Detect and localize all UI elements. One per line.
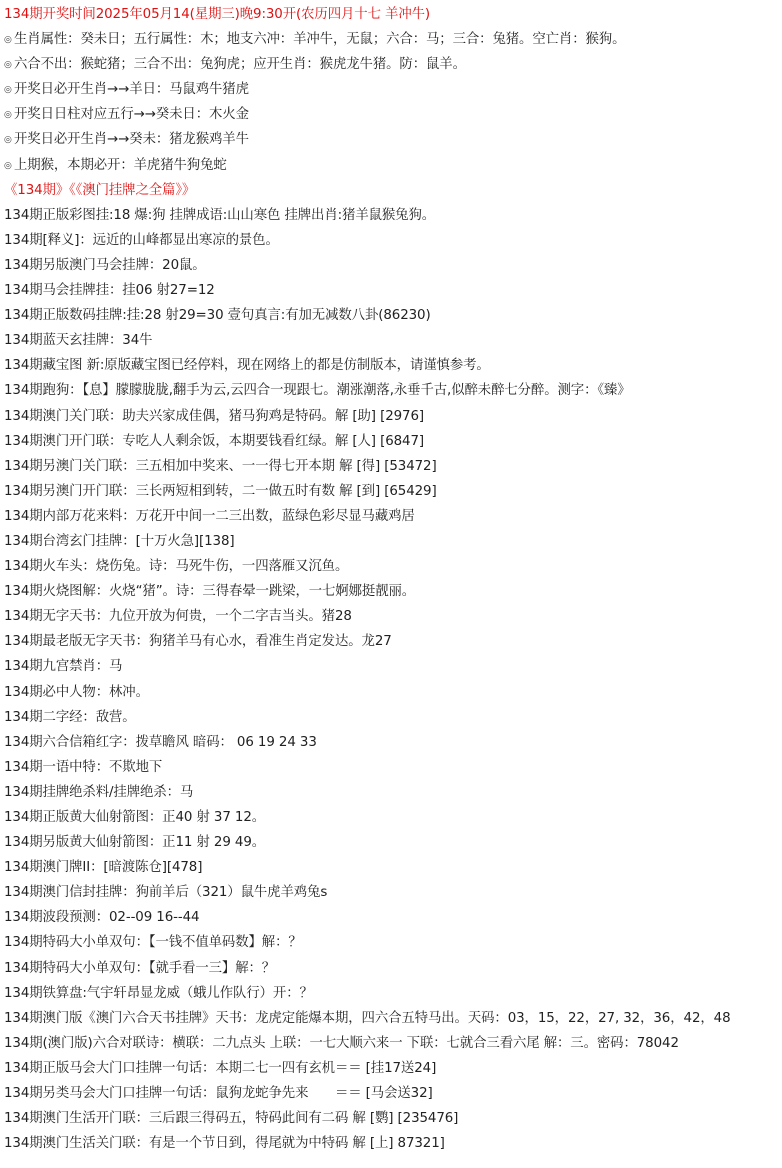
- prediction-lines: [0, 203, 782, 1157]
- prediction-line: 134期澳门关门联：助夫兴家成佳偶，猪马狗鸡是特码。解 [助] [2976]: [4, 408, 425, 424]
- zodiac-info-list: [0, 27, 782, 178]
- zodiac-info-text: 上期猴，本期必开：羊虎猪牛狗兔蛇: [14, 157, 227, 173]
- prediction-line: 134期正版彩图挂:18 爆:狗 挂牌成语:山山寒色 挂牌出肖:猪羊鼠猴兔狗。: [4, 207, 436, 223]
- prediction-line: 134期台湾玄门挂牌：[十万火急][138]: [4, 533, 235, 549]
- bullet-icon: ◎: [4, 160, 12, 171]
- prediction-line: 134期另澳门关门联：三五相加中奖来、一一得七开本期 解 [得] [53472]: [4, 458, 437, 474]
- bullet-icon: ◎: [4, 60, 12, 71]
- prediction-line: 134期特码大小单双句：【就手看一三】解：？: [4, 960, 276, 976]
- prediction-line: 134期一语中特：不欺地下: [4, 759, 163, 775]
- prediction-line: 134期内部万花来料：万花开中间一二三出数，蓝绿色彩尽显马藏鸡居: [4, 508, 415, 524]
- prediction-line: 134期特码大小单双句：【一钱不值单码数】解：？: [4, 935, 302, 951]
- zodiac-info-text: 生肖属性：癸未日；五行属性：木；地支六冲：羊冲牛，无鼠；六合：马；三合：兔猪。空亡肖：猴狗。: [14, 32, 626, 48]
- prediction-line: 134期澳门开门联：专吃人人剩余饭，本期要钱看红绿。解 [人] [6847]: [4, 433, 425, 449]
- zodiac-info-item: [0, 127, 782, 152]
- bullet-icon: ◎: [4, 135, 12, 146]
- prediction-line: 134期六合信箱红字：拨草瞻风 暗码： 06 19 24 33: [4, 734, 317, 750]
- prediction-line: 134期蓝天玄挂牌：34牛: [4, 333, 153, 349]
- bullet-icon: ◎: [4, 85, 12, 96]
- prediction-line: 134期正版黄大仙射箭图：正40 射 37 12。: [4, 810, 266, 825]
- prediction-line: 134期最老版无字天书：狗猪羊马有心水，看准生肖定发达。龙27: [4, 634, 392, 650]
- zodiac-info-item: [0, 153, 782, 178]
- prediction-line: 134期火烧图解：火烧“猪”。诗：三得春晕一跳梁，一七婀娜挺靓丽。: [4, 584, 416, 600]
- prediction-line: 134期[释义]：远近的山峰都显出寒凉的景色。: [4, 232, 279, 248]
- zodiac-info-item: [0, 102, 782, 127]
- prediction-line: 134期跑狗：【息】朦朦胧胧,翻手为云,云四合一现跟七。潮涨潮落,永垂千古,似醉未醉七分醉。测字：《臻》: [4, 383, 631, 399]
- prediction-line: 134期火车头：烧伤兔。诗：马死牛伤，一四落雁又沉鱼。: [4, 559, 349, 575]
- bullet-icon: ◎: [4, 110, 12, 121]
- prediction-line: 134期马会挂牌挂：挂06 射27=12: [4, 283, 215, 299]
- zodiac-info-item: [0, 77, 782, 102]
- prediction-line: 134期澳门信封挂牌：狗前羊后（321）鼠牛虎羊鸡兔s: [4, 885, 328, 901]
- prediction-line: 134期澳门生活开门联：三后跟三得码五，特码此间有二码 解 [鹦] [235476]: [4, 1111, 459, 1127]
- prediction-line: 134期必中人物：林冲。: [4, 684, 149, 700]
- prediction-line: 134期(澳门版)六合对联诗：横联：二九点头 上联：一七大顺六来一 下联：七就合三看六尾 解：三。密码：78042: [4, 1035, 679, 1051]
- prediction-line: 134期正版马会大门口挂牌一句话：本期二七一四有玄机＝＝ [挂17送24]: [4, 1060, 437, 1076]
- prediction-line: 134期波段预测：02--09 16--44: [4, 910, 200, 926]
- prediction-line: 134期澳门牌II：[暗渡陈仓][478]: [4, 860, 203, 876]
- prediction-line: 134期澳门版《澳门六合天书挂牌》天书：龙虎定能爆本期，四六合五特马出。天码：03，15，22，27, 32，36，42，48: [4, 1010, 731, 1026]
- zodiac-info-text: 开奖日必开生肖→→羊日：马鼠鸡牛猪虎: [14, 82, 249, 98]
- draw-time-title: 134期开奖时间2025年05月14(星期三)晚9:30开(农历四月十七 羊冲牛): [4, 7, 431, 22]
- prediction-line: 134期另澳门开门联：三长两短相到转，二一做五时有数 解 [到] [65429]: [4, 483, 437, 499]
- section-title: 《134期》《《澳门挂牌之全篇》》: [4, 182, 196, 198]
- prediction-line: 134期铁算盘:气宇轩昂显龙威（蛾儿作队行）开：？: [4, 985, 313, 1001]
- prediction-line: 134期挂牌绝杀料/挂牌绝杀：马: [4, 784, 194, 800]
- prediction-line: 134期另版澳门马会挂牌：20鼠。: [4, 257, 206, 273]
- prediction-line: 134期另类马会大门口挂牌一句话：鼠狗龙蛇争先来 ＝＝ [马会送32]: [4, 1086, 433, 1102]
- prediction-line: 134期藏宝图 新:原版藏宝图已经停料，现在网络上的都是仿制版本，请谨慎参考。: [4, 358, 490, 374]
- prediction-line: 134期澳门生活关门联：有是一个节日到，得尾就为中特码 解 [上] 87321]: [4, 1136, 445, 1152]
- zodiac-info-text: 六合不出：猴蛇猪；三合不出：兔狗虎；应开生肖：猴虎龙牛猪。防：鼠羊。: [14, 57, 466, 73]
- bullet-icon: ◎: [4, 35, 12, 46]
- prediction-line: 134期二字经：敌营。: [4, 709, 136, 725]
- zodiac-info-text: 开奖日日柱对应五行→→癸未日：木火金: [14, 107, 249, 123]
- prediction-line: 134期正版数码挂牌:挂:28 射29=30 壹句真言:有加无减数八卦(86230): [4, 308, 431, 324]
- prediction-line: 134期无字天书：九位开放为何贵，一个二字吉当头。猪28: [4, 609, 352, 625]
- zodiac-info-item: [0, 27, 782, 52]
- prediction-line: 134期另版黄大仙射箭图：正11 射 29 49。: [4, 835, 266, 851]
- zodiac-info-text: 开奖日必开生肖→→癸未：猪龙猴鸡羊牛: [14, 132, 249, 148]
- zodiac-info-item: [0, 52, 782, 77]
- prediction-line: 134期九宫禁肖：马: [4, 659, 123, 675]
